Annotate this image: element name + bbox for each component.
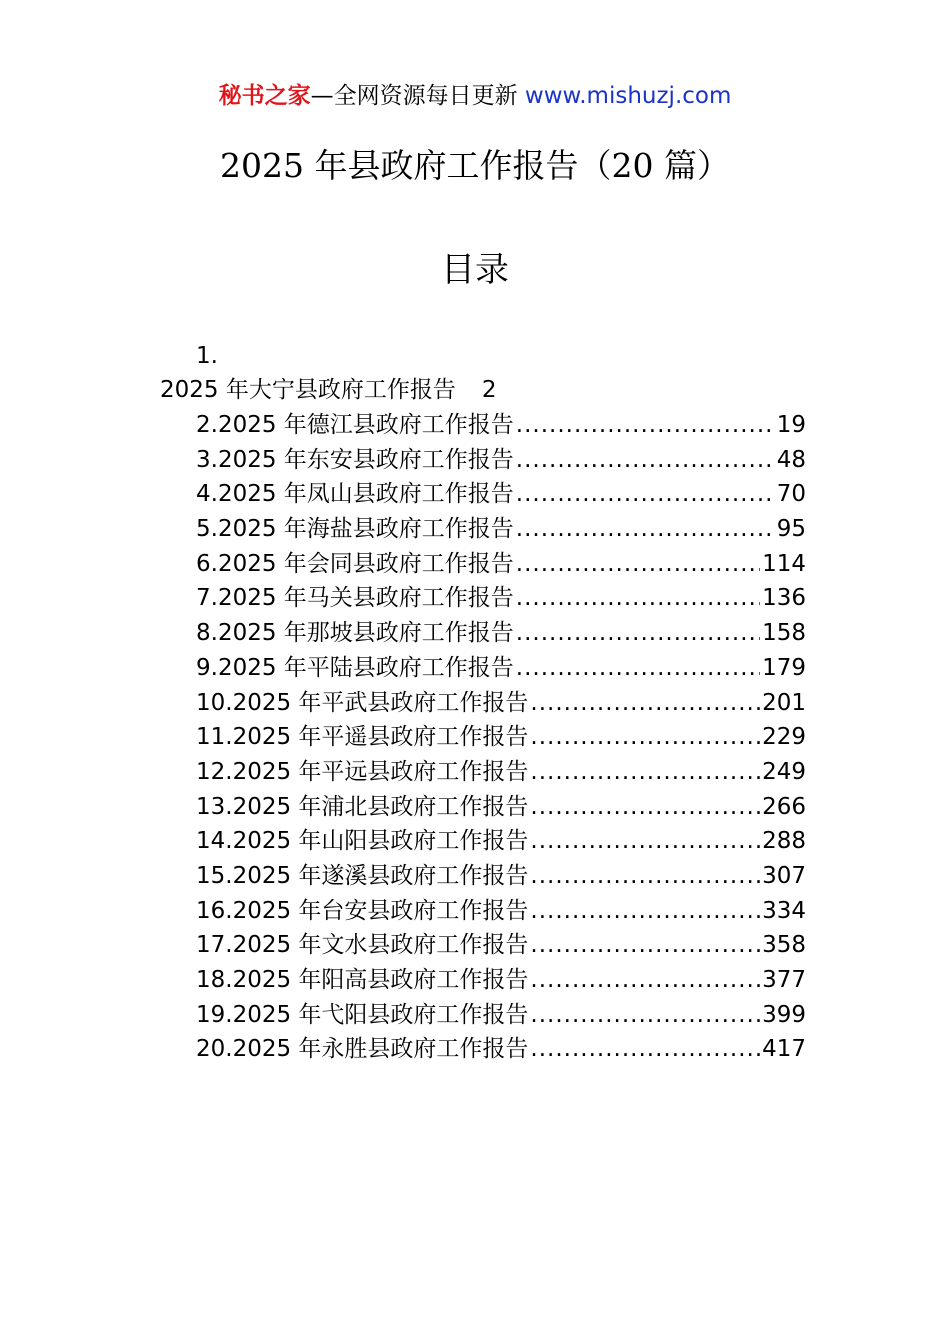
site-url-link[interactable]: www.mishuzj.com (524, 83, 732, 109)
toc-entry-1-number: 1. (196, 343, 218, 369)
dot-leader (530, 998, 760, 1032)
dot-leader (530, 824, 760, 858)
toc-entry-page: 249 (762, 758, 806, 785)
toc-entry-8[interactable] (196, 616, 806, 651)
toc-entry-page: 179 (762, 654, 806, 681)
dot-leader (516, 581, 760, 615)
toc-entry-10[interactable] (196, 686, 806, 721)
toc-heading: 目录 (441, 250, 509, 290)
dot-leader (530, 928, 760, 962)
toc-entry-11[interactable] (196, 720, 806, 755)
toc-entry-page: 2 (481, 377, 497, 403)
dot-leader (530, 686, 760, 720)
toc-entry-9[interactable] (196, 651, 806, 686)
toc-entry-title: 17.2025 年文水县政府工作报告 (196, 932, 529, 959)
dot-leader (516, 512, 775, 546)
dot-leader (530, 859, 760, 893)
toc-entry-title: 12.2025 年平远县政府工作报告 (196, 758, 529, 785)
toc-entry-page: 201 (762, 689, 806, 716)
toc-entry-14[interactable] (196, 824, 806, 859)
toc-entry-2[interactable] (196, 408, 806, 443)
toc-entry-title: 3.2025 年东安县政府工作报告 (196, 446, 514, 473)
dot-leader (516, 408, 775, 442)
toc-entry-16[interactable] (196, 894, 806, 929)
dot-leader (530, 720, 760, 754)
dot-leader (516, 477, 775, 511)
toc-entry-20[interactable] (196, 1032, 806, 1067)
toc-entry-title: 2025 年大宁县政府工作报告 (160, 377, 456, 403)
toc-entry-title: 13.2025 年浦北县政府工作报告 (196, 793, 529, 820)
toc-entry-page: 358 (762, 932, 806, 959)
toc-list (196, 408, 806, 1067)
dot-leader (530, 894, 760, 928)
toc-entry-page: 266 (762, 793, 806, 820)
toc-entry-page: 70 (776, 481, 806, 508)
toc-entry-12[interactable] (196, 755, 806, 790)
toc-entry-title: 16.2025 年台安县政府工作报告 (196, 897, 529, 924)
toc-entry-title: 2.2025 年德江县政府工作报告 (196, 412, 514, 438)
dot-leader (530, 963, 760, 997)
toc-entry-title: 19.2025 年弋阳县政府工作报告 (196, 1001, 529, 1028)
toc-entry-title: 7.2025 年马关县政府工作报告 (196, 585, 514, 612)
toc-entry-18[interactable] (196, 963, 806, 998)
toc-entry-page: 114 (762, 550, 806, 577)
dot-leader (516, 443, 775, 477)
toc-entry-title: 4.2025 年凤山县政府工作报告 (196, 481, 514, 508)
toc-entry-page: 288 (762, 828, 806, 855)
toc-entry-title: 14.2025 年山阳县政府工作报告 (196, 828, 529, 855)
toc-entry-13[interactable] (196, 790, 806, 825)
toc-entry-page: 48 (776, 446, 806, 473)
toc-entry-title: 6.2025 年会同县政府工作报告 (196, 550, 514, 577)
dot-leader (530, 1032, 760, 1066)
toc-entry-page: 307 (762, 862, 806, 889)
toc-entry-17[interactable] (196, 928, 806, 963)
toc-entry-title: 10.2025 年平武县政府工作报告 (196, 689, 529, 716)
dot-leader (530, 790, 760, 824)
site-slogan: —全网资源每日更新 (310, 83, 525, 109)
toc-entry-title: 20.2025 年永胜县政府工作报告 (196, 1036, 529, 1063)
dot-leader (516, 651, 760, 685)
dot-leader (516, 547, 760, 581)
site-header (0, 80, 950, 112)
toc-entry-title: 9.2025 年平陆县政府工作报告 (196, 654, 514, 681)
dot-leader (530, 755, 760, 789)
document-title: 2025 年县政府工作报告（20 篇） (220, 146, 730, 185)
toc-entry-page: 417 (762, 1036, 806, 1063)
toc-entry-title: 8.2025 年那坡县政府工作报告 (196, 620, 514, 647)
brand-name: 秘书之家 (218, 83, 311, 109)
toc-entry-title: 11.2025 年平遥县政府工作报告 (196, 724, 529, 751)
toc-entry-page: 158 (762, 620, 806, 647)
dot-leader (516, 616, 760, 650)
toc-entry-19[interactable] (196, 998, 806, 1033)
toc-entry-page: 399 (762, 1001, 806, 1028)
toc-entry-title: 18.2025 年阳高县政府工作报告 (196, 967, 529, 993)
toc-entry-page: 334 (762, 897, 806, 924)
toc-entry-page: 136 (762, 585, 806, 612)
toc-entry-1[interactable] (160, 374, 497, 406)
toc-entry-page: 95 (776, 516, 806, 543)
toc-entry-4[interactable] (196, 477, 806, 512)
toc-entry-page: 229 (762, 724, 806, 751)
toc-entry-15[interactable] (196, 859, 806, 894)
toc-entry-page: 19 (776, 412, 806, 438)
toc-entry-7[interactable] (196, 581, 806, 616)
toc-entry-title: 5.2025 年海盐县政府工作报告 (196, 516, 514, 543)
toc-entry-page: 377 (762, 967, 806, 993)
toc-entry-3[interactable] (196, 443, 806, 478)
toc-entry-6[interactable] (196, 547, 806, 582)
toc-entry-title: 15.2025 年遂溪县政府工作报告 (196, 862, 529, 889)
toc-entry-5[interactable] (196, 512, 806, 547)
